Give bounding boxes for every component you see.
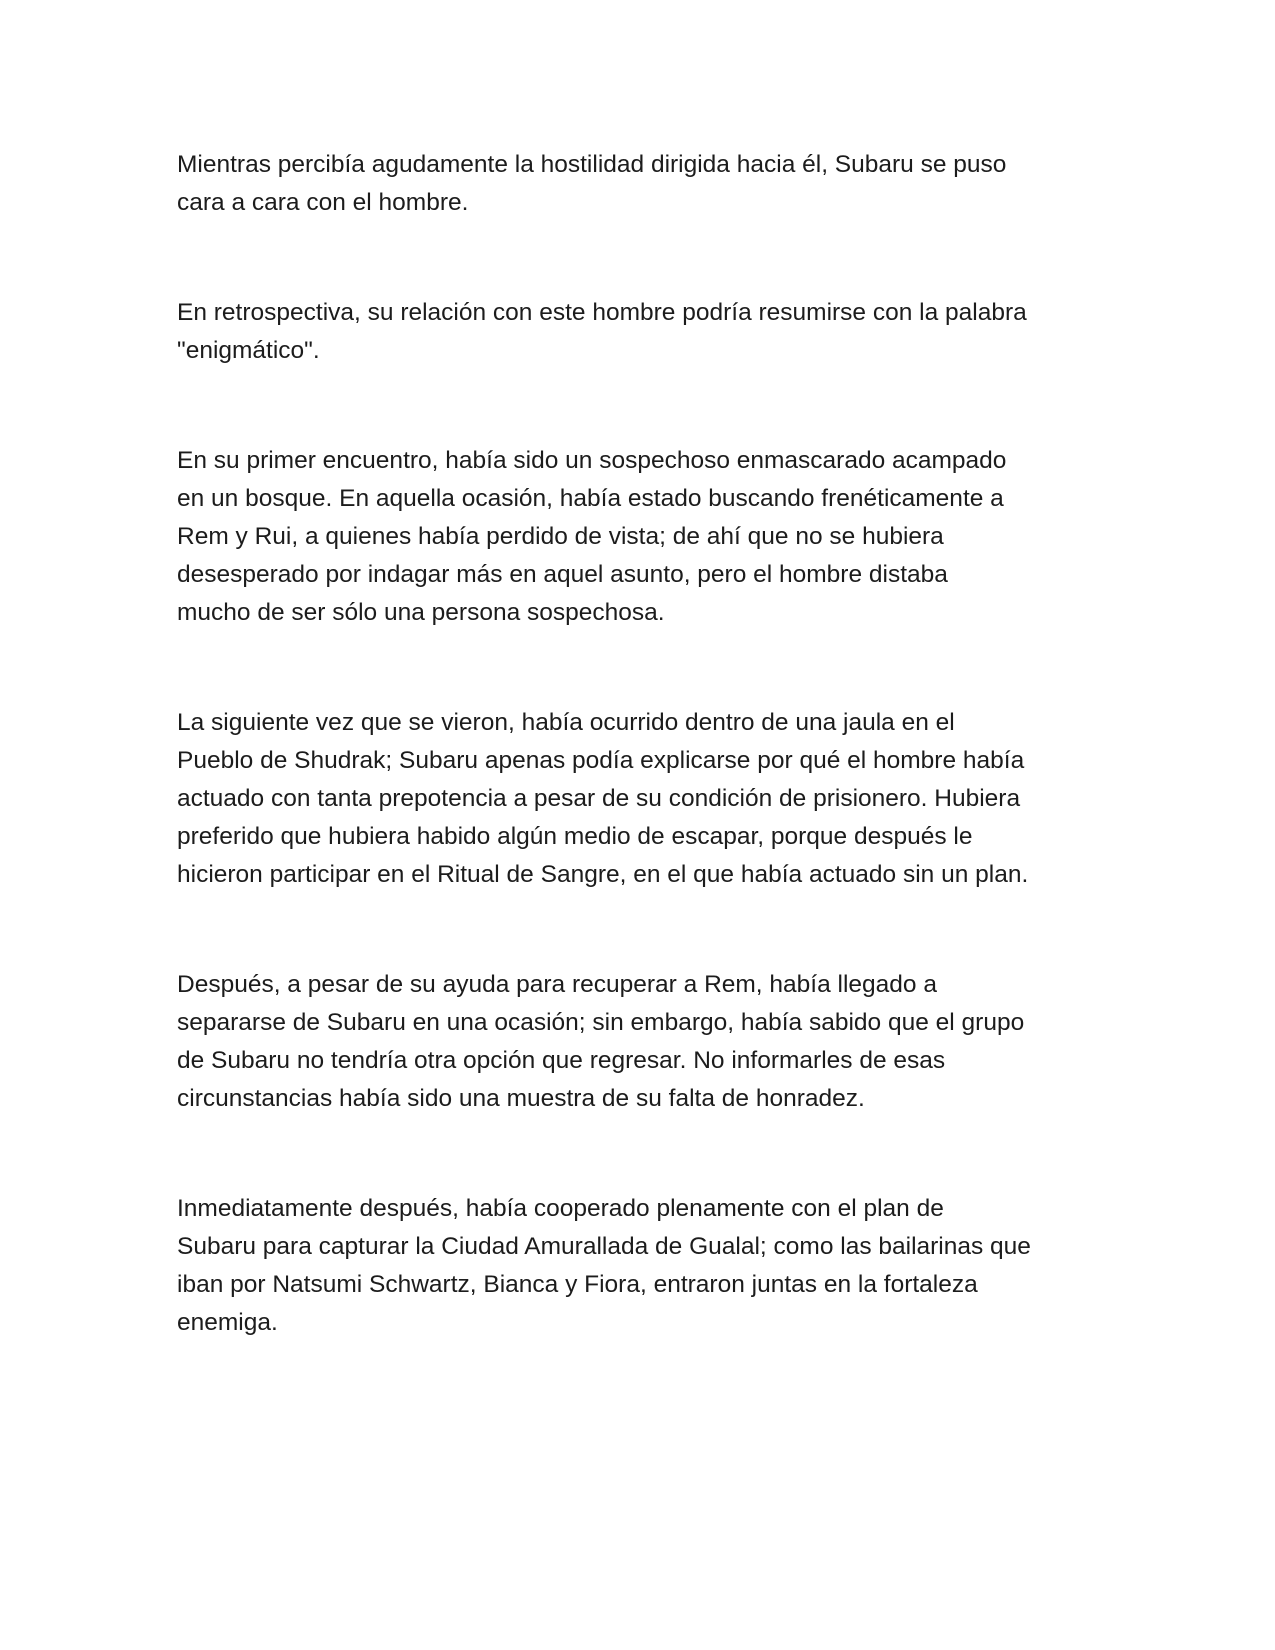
paragraph-4: La siguiente vez que se vieron, había ocurrido dentro de una jaula en el Pueblo de Shudrak; Subaru apenas podía explicarse por qué el hombre había actuado con tanta prepotencia a pesar de su condición de prisionero. Hubiera preferido que hubiera habido algún medio de escapar, porque después le hicieron participar en el Ritual de Sangre, en el que había actuado sin un plan. (177, 709, 1029, 888)
paragraph-5: Después, a pesar de su ayuda para recuperar a Rem, había llegado a separarse de Subaru en una ocasión; sin embargo, había sabido que el grupo de Subaru no tendría otra opción que regresar. No informarles de esas circunstancias había sido una muestra de su falta de honradez. (177, 971, 1025, 1112)
document-body (177, 146, 1107, 1414)
paragraph-6: Inmediatamente después, había cooperado plenamente con el plan de Subaru para capturar la Ciudad Amurallada de Gualal; como las bailarinas que iban por Natsumi Schwartz, Bianca y Fiora, entraron juntas en la fortaleza enemiga. (177, 1195, 1031, 1336)
paragraph-1: Mientras percibía agudamente la hostilidad dirigida hacia él, Subaru se puso cara a cara con el hombre. (177, 151, 1007, 216)
paragraph-3: En su primer encuentro, había sido un sospechoso enmascarado acampado en un bosque. En aquella ocasión, había estado buscando frenéticamente a Rem y Rui, a quienes había perdido de vista; de ahí que no se hubiera desesperado por indagar más en aquel asunto, pero el hombre distaba mucho de ser sólo una persona sospechosa. (177, 447, 1007, 626)
paragraph-2: En retrospectiva, su relación con este hombre podría resumirse con la palabra "enigmático". (177, 299, 1027, 364)
